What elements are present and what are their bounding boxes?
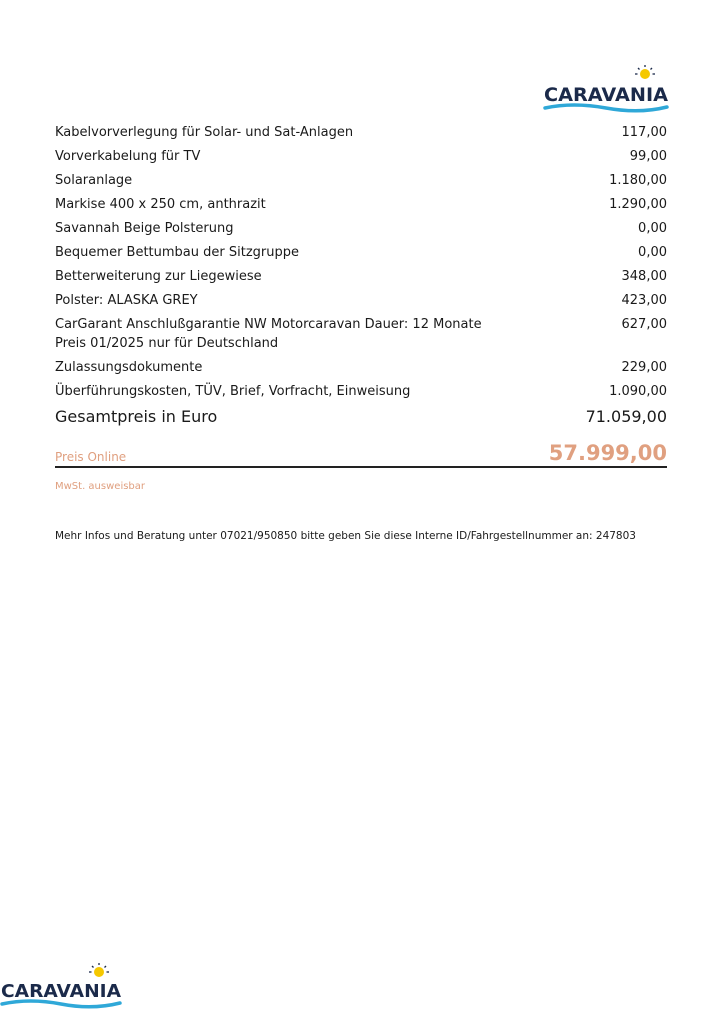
line-item (55, 241, 667, 265)
online-price-label: Preis Online (55, 450, 127, 464)
item-price: 1.290,00 (609, 197, 667, 212)
item-price: 0,00 (638, 245, 667, 260)
contact-info: Mehr Infos und Beratung unter 07021/950850 bitte geben Sie diese Interne ID/Fahrgestellnummer an: 247803 (55, 530, 636, 542)
item-price: 229,00 (621, 360, 667, 375)
line-item (55, 356, 667, 380)
item-description: Betterweiterung zur Liegewiese (55, 269, 262, 284)
vat-note: MwSt. ausweisbar (55, 481, 146, 492)
item-price: 99,00 (629, 149, 667, 164)
online-price-value: 57.999,00 (548, 441, 667, 465)
item-description: CarGarant Anschlußgarantie NW Motorcaravan Dauer: 12 Monate Preis 01/2025 nur für Deutschland (55, 317, 482, 351)
total-label: Gesamtpreis in Euro (55, 407, 218, 426)
item-description: Vorverkabelung für TV (55, 149, 201, 164)
item-description: Savannah Beige Polsterung (55, 221, 234, 236)
line-item (55, 313, 667, 356)
line-item (55, 121, 667, 145)
total-row (55, 407, 667, 426)
sun-icon (89, 963, 109, 977)
line-item (55, 145, 667, 169)
item-description: Markise 400 x 250 cm, anthrazit (55, 197, 266, 212)
item-description: Überführungskosten, TÜV, Brief, Vorfracht, Einweisung (55, 384, 411, 399)
item-price: 627,00 (621, 317, 667, 332)
total-value: 71.059,00 (585, 407, 667, 426)
item-price: 348,00 (621, 269, 667, 284)
item-description: Kabelvorverlegung für Solar- und Sat-Anlagen (55, 125, 354, 140)
online-price-row (55, 440, 667, 468)
line-item (55, 217, 667, 241)
item-price: 0,00 (638, 221, 667, 236)
line-items (55, 121, 667, 404)
svg-text:CARAVANIA: CARAVANIA (544, 84, 669, 106)
line-item (55, 289, 667, 313)
item-price: 1.180,00 (609, 173, 667, 188)
item-description: Zulassungsdokumente (55, 360, 203, 375)
item-price: 423,00 (621, 293, 667, 308)
caravania-logo (543, 64, 669, 114)
item-price: 117,00 (621, 125, 667, 140)
line-item (55, 265, 667, 289)
caravania-footer-logo (0, 962, 122, 1010)
line-item (55, 380, 667, 404)
item-description: Solaranlage (55, 173, 133, 188)
line-item (55, 193, 667, 217)
item-description: Bequemer Bettumbau der Sitzgruppe (55, 245, 299, 260)
item-description: Polster: ALASKA GREY (55, 293, 198, 308)
item-price: 1.090,00 (609, 384, 667, 399)
sun-icon (635, 65, 655, 79)
line-item (55, 169, 667, 193)
svg-text:CARAVANIA: CARAVANIA (1, 981, 122, 1002)
